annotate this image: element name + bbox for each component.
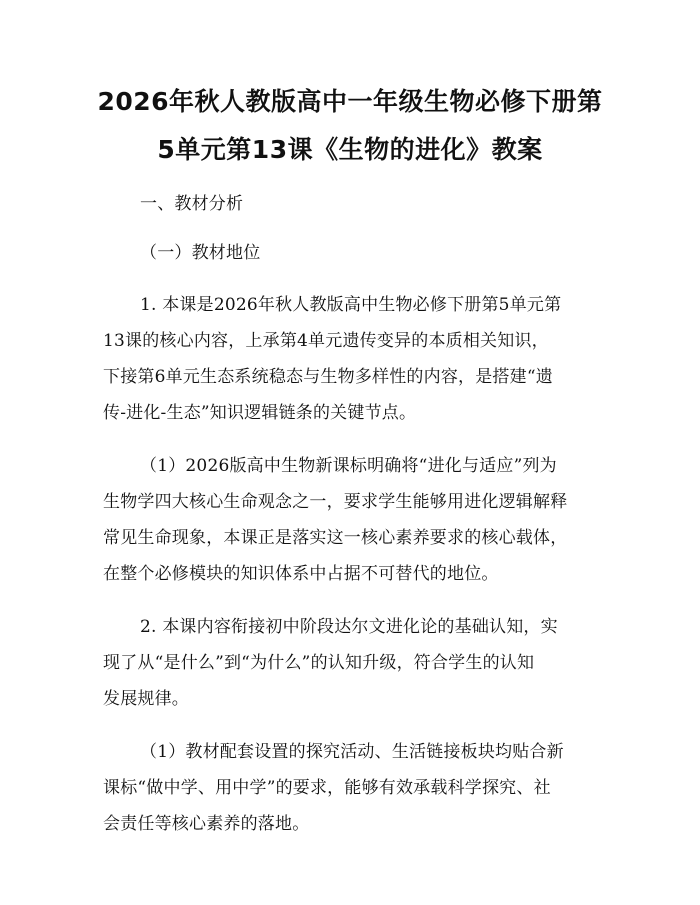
paragraph-line: 会责任等核心素养的落地。 xyxy=(103,814,310,834)
paragraph-line: 2. 本课内容衔接初中阶段达尔文进化论的基础认知，实 xyxy=(140,617,558,637)
paragraph-line: （1）2026版高中生物新课标明确将“进化与适应”列为 xyxy=(140,456,557,476)
paragraph-line: 发展规律。 xyxy=(103,689,189,709)
subsection-heading-1: （一）教材地位 xyxy=(140,243,261,263)
document-title-line-2: 5单元第13课《生物的进化》教案 xyxy=(157,135,543,164)
paragraph-line: 1. 本课是2026年秋人教版高中生物必修下册第5单元第 xyxy=(140,295,562,315)
paragraph-line: （1）教材配套设置的探究活动、生活链接板块均贴合新 xyxy=(140,742,564,762)
paragraph-line: 课标“做中学、用中学”的要求，能够有效承载科学探究、社 xyxy=(103,778,551,798)
paragraph-line: 现了从“是什么”到“为什么”的认知升级，符合学生的认知 xyxy=(103,653,535,673)
paragraph-line: 在整个必修模块的知识体系中占据不可替代的地位。 xyxy=(103,564,499,584)
paragraph-line: 传-进化-生态”知识逻辑链条的关键节点。 xyxy=(103,403,417,423)
section-heading-1: 一、教材分析 xyxy=(140,194,244,214)
paragraph-line: 生物学四大核心生命观念之一，要求学生能够用进化逻辑解释 xyxy=(103,492,568,512)
paragraph-line: 常见生命现象，本课正是落实这一核心素养要求的核心载体， xyxy=(103,528,568,548)
document-title-line-1: 2026年秋人教版高中一年级生物必修下册第 xyxy=(97,87,603,116)
paragraph-line: 下接第6单元生态系统稳态与生物多样性的内容，是搭建“遗 xyxy=(103,367,553,387)
paragraph-line: 13课的核心内容，上承第4单元遗传变异的本质相关知识， xyxy=(103,331,549,351)
